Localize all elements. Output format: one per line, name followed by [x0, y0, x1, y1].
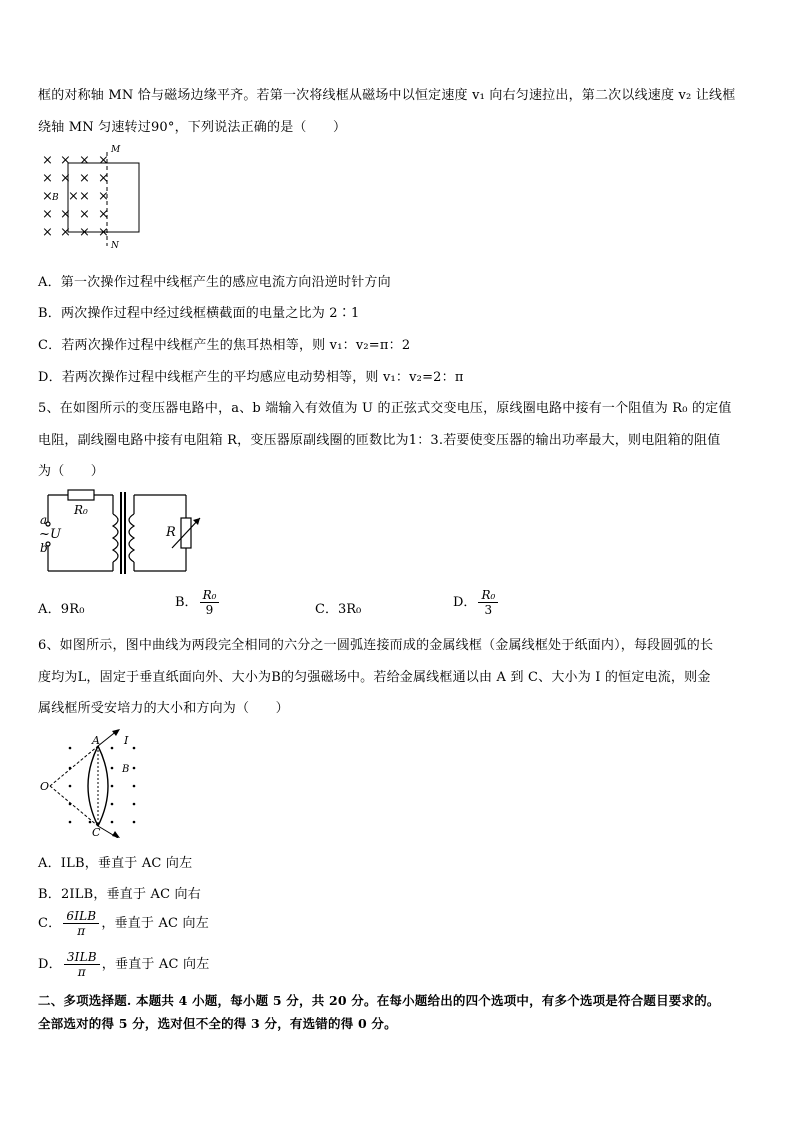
q4-stem-line-1: 框的对称轴 MN 恰与磁场边缘平齐。若第一次将线框从磁场中以恒定速度 v₁ 向右匀速拉出，第二次以线速度 v₂ 让线框 — [38, 88, 736, 103]
cross-mark: × — [98, 207, 109, 222]
q5-stem-line-1: 5、在如图所示的变压器电路中，a、b 端输入有效值为 U 的正弦式交变电压，原线圈电路中接有一个阻值为 R₀ 的定值 — [38, 401, 732, 416]
label-R: R — [166, 525, 176, 540]
q5-option-b-denominator: 9 — [205, 603, 214, 617]
q4-option-a: A．第一次操作过程中线框产生的感应电流方向沿逆时针方向 — [38, 275, 391, 290]
label-I: I — [124, 734, 129, 747]
cross-mark: × — [60, 171, 71, 186]
q5-option-d-fraction — [478, 588, 498, 617]
cross-mark: × — [98, 153, 109, 168]
q6-option-d-numerator: 3ILB — [64, 950, 100, 965]
label-U: U — [50, 527, 61, 542]
cross-mark: × — [79, 153, 90, 168]
q6-option-c-denominator: π — [77, 924, 86, 938]
q5-option-b-fraction — [200, 588, 220, 617]
cross-mark: × — [42, 189, 53, 204]
cross-mark: × — [42, 171, 53, 186]
cross-mark: × — [98, 189, 109, 204]
q6-stem-line-2: 度均为L，固定于垂直纸面向外、大小为B的匀强磁场中。若给金属线框通以由 A 到 C、大小为 I 的恒定电流，则金 — [38, 670, 711, 685]
q5-option-d-prefix: D． — [453, 595, 477, 610]
cross-mark: × — [42, 225, 53, 240]
q4-figure-magnetic-field — [38, 142, 148, 252]
q6-option-b: B．2ILB，垂直于 AC 向右 — [38, 887, 201, 902]
q6-option-c-prefix: C． — [38, 916, 62, 931]
q5-option-b — [175, 588, 221, 617]
q5-stem-line-2: 电阻，副线圈电路中接有电阻箱 R，变压器原副线圈的匝数比为1：3.若要使变压器的输出功率最大，则电阻箱的阻值 — [38, 433, 721, 448]
field-dots — [69, 747, 136, 824]
q4-option-b: B．两次操作过程中经过线框横截面的电量之比为 2∶1 — [38, 306, 360, 321]
cross-mark: × — [68, 189, 79, 204]
cross-mark: × — [42, 207, 53, 222]
q6-option-a: A．ILB，垂直于 AC 向左 — [38, 856, 193, 871]
q4-option-d: D．若两次操作过程中线框产生的平均感应电动势相等，则 v₁：v₂=2：π — [38, 370, 464, 385]
cross-mark: × — [79, 207, 90, 222]
q6-option-d-suffix: ，垂直于 AC 向左 — [101, 957, 210, 972]
q6-option-d-prefix: D． — [38, 957, 62, 972]
q5-option-d — [453, 588, 500, 617]
q6-option-c-suffix: ，垂直于 AC 向左 — [101, 916, 209, 931]
q5-figure-transformer-circuit — [38, 484, 218, 580]
q6-stem-line-1: 6、如图所示，图中曲线为两段完全相同的六分之一圆弧连接而成的金属线框（金属线框处于纸面内），每段圆弧的长 — [38, 638, 714, 653]
cross-mark: × — [79, 189, 90, 204]
cross-mark: × — [98, 171, 109, 186]
q6-option-d — [38, 950, 209, 979]
label-C: C — [92, 826, 101, 838]
cross-mark: × — [98, 225, 109, 240]
q4-stem-line-2: 绕轴 MN 匀速转过90°，下列说法正确的是（ ） — [38, 120, 347, 135]
label-b: b — [40, 541, 48, 555]
cross-mark: × — [79, 225, 90, 240]
cross-mark: × — [60, 207, 71, 222]
current-out-arrow-icon — [112, 831, 120, 838]
q5-option-a: A．9R₀ — [38, 602, 85, 617]
q6-figure-arc-frame — [38, 726, 148, 838]
q5-option-b-numerator: R₀ — [200, 588, 220, 603]
q6-option-c-fraction — [63, 909, 99, 938]
q5-stem-line-3: 为（ ） — [38, 464, 105, 479]
q6-option-c-numerator: 6ILB — [63, 909, 99, 924]
cross-mark: × — [60, 225, 71, 240]
q5-option-d-numerator: R₀ — [478, 588, 498, 603]
cross-mark: × — [60, 153, 71, 168]
label-N: N — [111, 241, 119, 251]
current-in-arrow-icon — [112, 729, 120, 736]
label-A: A — [92, 734, 100, 747]
section-2-instructions-line-2: 全部选对的得 5 分，选对但不全的得 3 分，有选错的得 0 分。 — [38, 1016, 397, 1031]
q5-option-b-prefix: B． — [175, 595, 198, 610]
q4-option-c: C．若两次操作过程中线框产生的焦耳热相等，则 v₁：v₂=π：2 — [38, 338, 411, 353]
section-2-instructions-line-1: 二、多项选择题. 本题共 4 小题，每小题 5 分，共 20 分。在每小题给出的四个选项中，有多个选项是符合题目要求的。 — [38, 993, 720, 1008]
label-O: O — [40, 780, 50, 793]
label-B: B — [122, 764, 130, 775]
label-M: M — [111, 145, 121, 155]
q6-option-d-fraction — [64, 950, 100, 979]
label-B: B — [52, 193, 59, 203]
q6-option-c — [38, 909, 209, 938]
q6-stem-line-3: 属线框所受安培力的大小和方向为（ ） — [38, 701, 289, 716]
label-R0: R₀ — [74, 503, 88, 517]
cross-mark: × — [42, 153, 53, 168]
q6-option-d-denominator: π — [77, 965, 86, 979]
label-ac-symbol: ~ — [39, 527, 50, 542]
q5-option-c: C．3R₀ — [315, 602, 362, 617]
cross-mark: × — [79, 171, 90, 186]
q5-option-d-denominator: 3 — [484, 603, 493, 617]
label-a: a — [40, 513, 48, 527]
